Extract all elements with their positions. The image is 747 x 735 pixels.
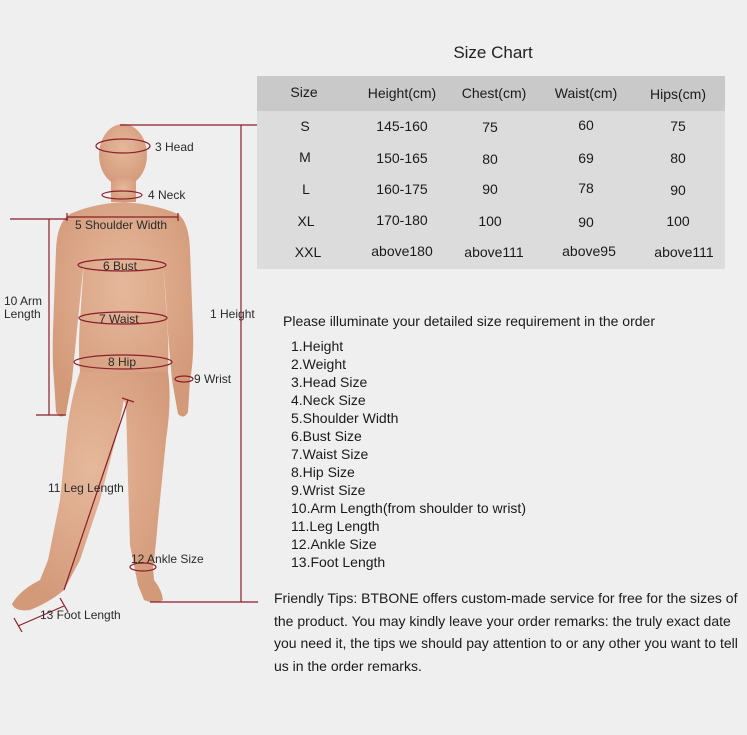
list-item: 2.Weight: [291, 356, 346, 372]
list-item: 9.Wrist Size: [291, 482, 366, 498]
list-item: 5.Shoulder Width: [291, 410, 399, 426]
shoulder-width-label: 5 Shoulder Width: [75, 218, 168, 232]
table-cell: 90: [482, 181, 498, 197]
table-cell: XL: [297, 213, 315, 229]
header-hips: Hips(cm): [650, 86, 706, 102]
arm-length-label-line2: Length: [4, 307, 41, 321]
table-cell: above95: [562, 243, 616, 259]
bust-label: 6 Bust: [103, 259, 138, 273]
head-label: 3 Head: [155, 140, 194, 154]
table-cell: 100: [666, 213, 690, 229]
size-chart-title: Size Chart: [453, 43, 533, 62]
list-item: 1.Height: [291, 338, 344, 354]
table-cell: M: [299, 149, 311, 165]
ankle-size-label: 12 Ankle Size: [131, 552, 204, 566]
table-cell: 80: [670, 150, 686, 166]
list-item: 12.Ankle Size: [291, 536, 377, 552]
table-cell: above111: [654, 244, 714, 260]
list-item: 3.Head Size: [291, 374, 368, 390]
list-item: 11.Leg Length: [291, 518, 380, 534]
height-label: 1 Height: [210, 307, 255, 321]
table-cell: S: [300, 118, 310, 134]
friendly-tips: Friendly Tips: BTBONE offers custom-made service for free for the sizes of the product. You may kindly leave your order remarks: the truly exact date you need it, the tips we should pay attention to or any other you want to tell us in the order remarks.: [274, 590, 738, 674]
table-cell: 75: [482, 119, 498, 135]
foot-length-label: 13 Foot Length: [40, 608, 121, 622]
list-item: 13.Foot Length: [291, 554, 386, 570]
table-cell: 150-165: [376, 150, 428, 166]
table-cell: XXL: [294, 244, 322, 260]
list-item: 4.Neck Size: [291, 392, 366, 408]
table-cell: 90: [670, 182, 686, 198]
table-cell: 80: [482, 151, 498, 167]
list-item: 8.Hip Size: [291, 464, 355, 480]
table-cell: 160-175: [376, 181, 428, 197]
instructions-intro: Please illuminate your detailed size requirement in the order: [283, 313, 655, 329]
table-cell: 75: [670, 118, 686, 134]
table-cell: 100: [478, 213, 502, 229]
list-item: 6.Bust Size: [291, 428, 362, 444]
table-cell: 78: [578, 180, 594, 196]
leg-length-label: 11 Leg Length: [48, 481, 124, 495]
hip-label: 8 Hip: [108, 355, 137, 369]
table-cell: above180: [371, 243, 433, 259]
table-cell: L: [302, 181, 310, 197]
table-cell: 170-180: [376, 212, 428, 228]
table-cell: 69: [578, 150, 594, 166]
list-item: 10.Arm Length(from shoulder to wrist): [291, 500, 526, 516]
list-item: 7.Waist Size: [291, 446, 369, 462]
arm-length-label-line1: 10 Arm: [4, 294, 43, 308]
wrist-label: 9 Wrist: [194, 372, 232, 386]
table-cell: above111: [464, 244, 524, 260]
waist-label: 7 Waist: [99, 312, 139, 326]
measurement-list: [291, 337, 526, 571]
header-waist: Waist(cm): [554, 85, 618, 101]
table-cell: 90: [578, 214, 594, 230]
size-table: [257, 76, 725, 269]
table-cell: 145-160: [376, 118, 428, 134]
table-cell: 60: [578, 117, 594, 133]
neck-label: 4 Neck: [148, 188, 186, 202]
header-height: Height(cm): [367, 85, 437, 101]
header-chest: Chest(cm): [461, 85, 527, 101]
header-size: Size: [290, 84, 318, 100]
